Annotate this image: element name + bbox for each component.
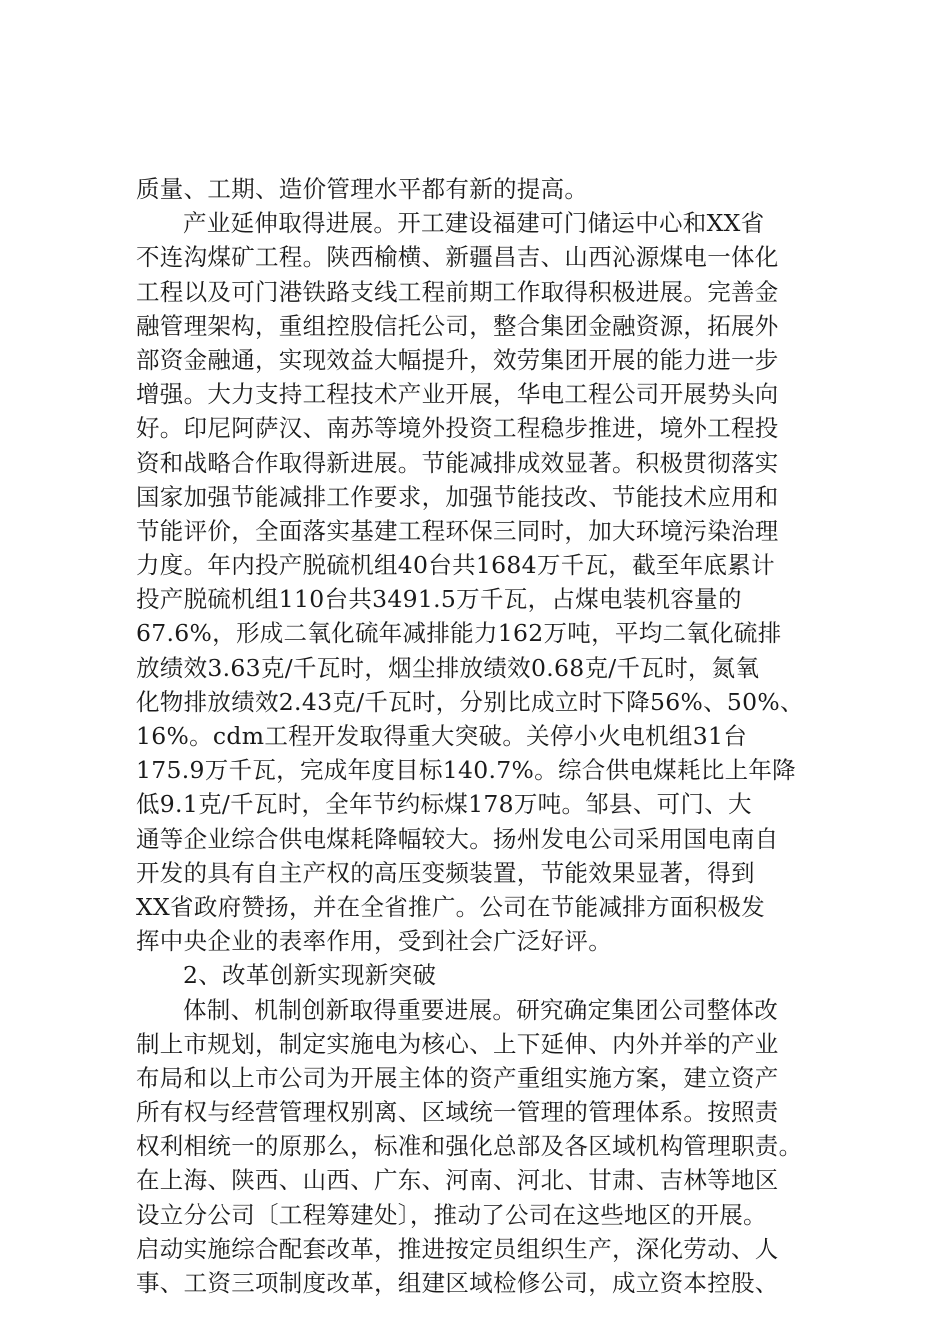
text-line: 175.9万千瓦，完成年度目标140.7%。综合供电煤耗比上年降 <box>136 756 796 785</box>
text-line: 工程以及可门港铁路支线工程前期工作取得积极进展。完善金 <box>136 277 779 306</box>
text-line: 低9.1克/千瓦时，全年节约标煤178万吨。邹县、可门、大 <box>136 790 752 819</box>
text-line: 融管理架构，重组控股信托公司，整合集团金融资源，拓展外 <box>136 311 779 340</box>
text-line: 质量、工期、造价管理水平都有新的提高。 <box>136 175 589 203</box>
text-line: 放绩效3.63克/千瓦时，烟尘排放绩效0.68克/千瓦时，氮氧 <box>136 653 760 682</box>
text-line: 力度。年内投产脱硫机组40台共1684万千瓦，截至年底累计 <box>136 551 775 580</box>
text-line: 启动实施综合配套改革，推进按定员组织生产，深化劳动、人 <box>136 1234 779 1263</box>
text-line: 挥中央企业的表率作用，受到社会广泛好评。 <box>136 927 612 956</box>
text-line: 在上海、陕西、山西、广东、河南、河北、甘肃、吉林等地区 <box>136 1166 779 1195</box>
text-line: 布局和以上市公司为开展主体的资产重组实施方案，建立资产 <box>136 1063 779 1092</box>
text-line: 体制、机制创新取得重要进展。研究确定集团公司整体改 <box>183 995 778 1024</box>
text-line: 节能评价，全面落实基建工程环保三同时，加大环境污染治理 <box>136 516 779 545</box>
text-line: 国家加强节能减排工作要求，加强节能技改、节能技术应用和 <box>136 482 779 511</box>
text-line: 制上市规划，制定实施电为核心、上下延伸、内外并举的产业 <box>136 1029 779 1058</box>
text-line: 设立分公司〔工程筹建处〕，推动了公司在这些地区的开展。 <box>136 1200 767 1229</box>
text-line: 开发的具有自主产权的高压变频装置，节能效果显著，得到 <box>136 858 755 887</box>
text-line: 2、改革创新实现新突破 <box>183 961 437 990</box>
text-line: 通等企业综合供电煤耗降幅较大。扬州发电公司采用国电南自 <box>136 824 779 853</box>
text-line: 67.6%，形成二氧化硫年减排能力162万吨，平均二氧化硫排 <box>136 619 782 648</box>
text-line: 资和战略合作取得新进展。节能减排成效显著。积极贯彻落实 <box>136 448 779 477</box>
text-line: 权利相统一的原那么，标准和强化总部及各区域机构管理职责。 <box>136 1132 803 1161</box>
text-line: 投产脱硫机组110台共3491.5万千瓦，占煤电装机容量的 <box>136 585 742 614</box>
text-line: 好。印尼阿萨汉、南苏等境外投资工程稳步推进，境外工程投 <box>136 414 779 443</box>
text-line: 事、工资三项制度改革，组建区域检修公司，成立资本控股、 <box>136 1269 779 1297</box>
text-line: 产业延伸取得进展。开工建设福建可门储运中心和XX省 <box>183 209 765 238</box>
text-line: 增强。大力支持工程技术产业开展，华电工程公司开展势头向 <box>136 380 779 409</box>
text-line: XX省政府赞扬，并在全省推广。公司在节能减排方面积极发 <box>136 892 766 921</box>
text-line: 不连沟煤矿工程。陕西榆横、新疆昌吉、山西沁源煤电一体化 <box>136 243 779 272</box>
text-line: 部资金融通，实现效益大幅提升，效劳集团开展的能力进一步 <box>136 345 779 374</box>
text-line: 化物排放绩效2.43克/千瓦时，分别比成立时下降56%、50%、 <box>136 687 804 716</box>
text-line: 16%。cdm工程开发取得重大突破。关停小火电机组31台 <box>136 722 748 750</box>
text-line: 所有权与经营管理权别离、区域统一管理的管理体系。按照责 <box>136 1098 779 1127</box>
body-text <box>136 172 856 1300</box>
